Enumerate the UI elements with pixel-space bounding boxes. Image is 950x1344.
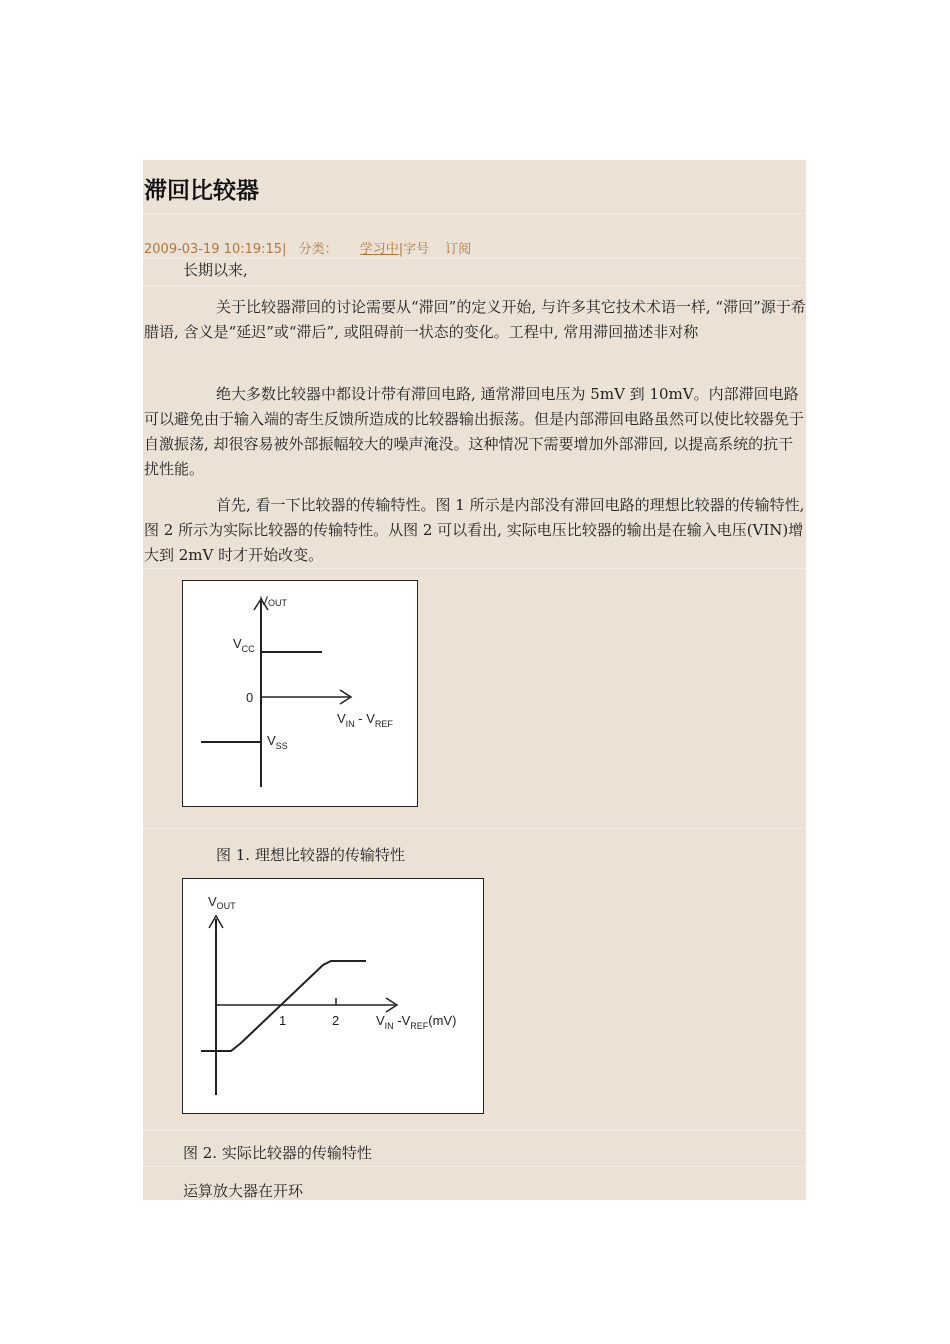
figure-1 <box>182 580 418 807</box>
divider <box>143 1166 806 1167</box>
figure-2-caption: 图 2. 实际比较器的传输特性 <box>183 1144 372 1162</box>
figure-1-caption: 图 1. 理想比较器的传输特性 <box>216 846 405 864</box>
divider <box>143 568 806 569</box>
vss-label: $V_{SS}$ <box>267 733 288 751</box>
figure-2-diagram <box>183 879 483 1113</box>
x-axis-label: $V_{IN}$ $-V_{REF}(mV)$ <box>376 1013 457 1031</box>
paragraph-2 <box>144 382 807 482</box>
tick-label-1: 1 <box>279 1013 287 1028</box>
vout-label: VOUT <box>260 594 288 608</box>
vout-label: $V_{OUT}$ <box>208 894 236 911</box>
category-link[interactable]: 学习中 <box>359 242 399 257</box>
paragraph-1-text: 关于比较器滞回的讨论需要从“滞回”的定义开始, 与许多其它技术术语一样, “滞回”源于希腊语, 含义是“延迟”或“滞后”, 或阻碍前一状态的变化。工程中, 常用滞回描述非对称 <box>144 298 806 341</box>
paragraph-2-text: 绝大多数比较器中都设计带有滞回电路, 通常滞回电压为 5mV 到 10mV。内部滞回电路可以避免由于输入端的寄生反馈所造成的比较器输出振荡。但是内部滞回电路虽然可以使比较器免于自激振荡, 却很容易被外部振幅较大的噪声淹没。这种情况下需要增加外部滞回, 以提高系统的抗干扰性能。 <box>144 385 805 478</box>
divider <box>143 213 806 214</box>
closing-text: 运算放大器在开环 <box>183 1182 304 1200</box>
paragraph-1 <box>144 295 807 345</box>
divider <box>143 285 806 286</box>
category-label: 分类： <box>298 242 338 257</box>
article-meta <box>144 238 471 257</box>
paragraph-3 <box>144 493 807 568</box>
font-size-link[interactable]: |字号 <box>398 242 430 257</box>
post-datetime: 2009-03-19 10:19:15| <box>144 242 287 257</box>
vcc-label: $V_{CC}$ <box>233 636 255 654</box>
figure-1-diagram <box>183 581 417 806</box>
paragraph-3-text: 首先, 看一下比较器的传输特性。图 1 所示是内部没有滞回电路的理想比较器的传输特性, 图 2 所示为实际比较器的传输特性。从图 2 可以看出, 实际电压比较器的输出是在输入电压(VIN)增大到 2mV 时才开始改变。 <box>144 496 805 564</box>
transfer-curve <box>201 961 366 1051</box>
intro-text: 长期以来, <box>183 261 248 279</box>
subscribe-link[interactable]: 订阅 <box>445 242 472 257</box>
figure-2 <box>182 878 484 1114</box>
article-title: 滞回比较器 <box>144 178 259 204</box>
divider <box>143 828 806 829</box>
zero-label: 0 <box>246 690 254 705</box>
divider <box>143 1130 806 1131</box>
x-axis-label: $V_{IN} - V_{REF}$ <box>337 711 393 729</box>
tick-label-2: 2 <box>332 1013 340 1028</box>
